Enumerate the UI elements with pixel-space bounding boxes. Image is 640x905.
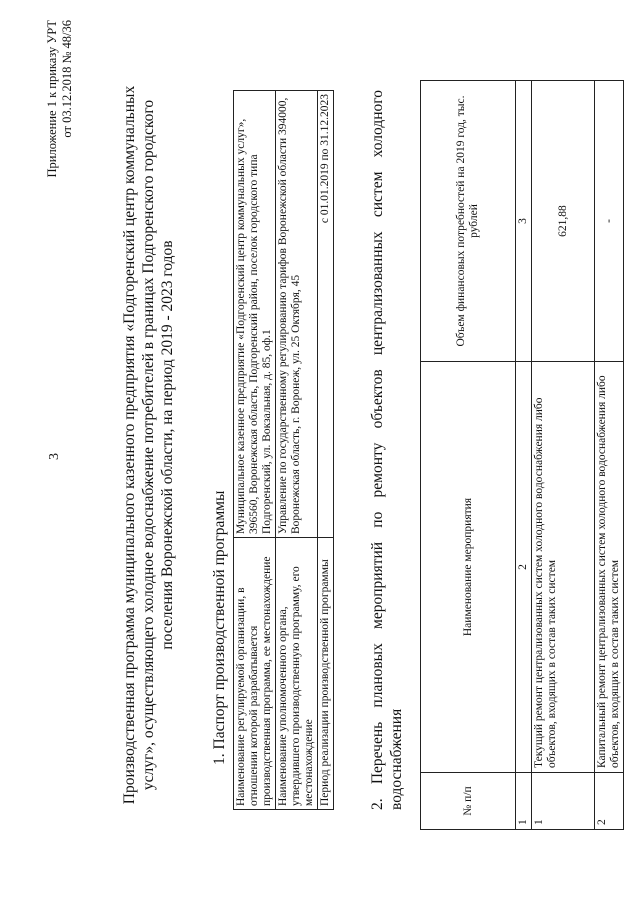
index-cell: 2 <box>516 362 532 773</box>
index-cell: 3 <box>516 81 532 362</box>
table-index-row <box>516 81 532 830</box>
section-2-heading: 2. Перечень плановых мероприятий по ремонту объектов централизованных систем холодного водоснабжения <box>369 90 405 810</box>
index-cell: 1 <box>516 773 532 830</box>
passport-label: Наименование уполномоченного органа, утвердившего производственную программу, его местонахождение <box>276 538 318 810</box>
header-financial-volume: Объем финансовых потребностей на 2019 год, тыс. рублей <box>421 81 516 362</box>
header-number: № п/п <box>421 773 516 830</box>
row-measure-name: Текущий ремонт централизованных систем холодного водоснабжения либо объектов, входящих в состав таких систем <box>532 362 595 773</box>
table-row <box>276 91 318 810</box>
row-measure-name: Капитальный ремонт централизованных систем холодного водоснабжения либо объектов, входящих в состав таких систем <box>595 362 624 773</box>
section-1-heading: 1. Паспорт производственной программы <box>211 490 228 765</box>
table-row <box>595 81 624 830</box>
passport-value: Управление по государственному регулированию тарифов Воронежской области 394000, Воронежская область, г. Воронеж, ул. 25 Октября, 45 <box>276 91 318 538</box>
table-header-row <box>421 81 516 830</box>
appendix-note <box>45 20 75 220</box>
passport-table <box>233 90 334 810</box>
table-row <box>532 81 595 830</box>
row-number: 2 <box>595 773 624 830</box>
passport-label: Период реализации производственной программы <box>318 538 334 810</box>
header-measure-name: Наименование мероприятия <box>421 362 516 773</box>
passport-value: с 01.01.2019 по 31.12.2023 <box>318 91 334 538</box>
row-number: 1 <box>532 773 595 830</box>
row-value: - <box>595 81 624 362</box>
passport-value: Муниципальное казенное предприятие «Подгоренский центр коммунальных услуг», 396560, Воронежская область, Подгоренский район, поселок городского типа Подгоренский, ул. Вокзальная, д. 85, оф.1 <box>234 91 276 538</box>
appendix-line-2: от 03.12.2018 № 48/36 <box>60 20 74 138</box>
table-row <box>318 91 334 810</box>
page-number: 3 <box>47 453 62 460</box>
row-value: 621,88 <box>532 81 595 362</box>
document-title: Производственная программа муниципального казенного предприятия «Подгоренский центр коммунальных услуг», осуществляющего холодное водоснабжение потребителей в границах Подгоренского городского поселения Воронежской области, на период 2019 - 2023 годов <box>121 85 176 805</box>
passport-label: Наименование регулируемой организации, в отношении которой разрабатывается производственная программа, ее местонахождение <box>234 538 276 810</box>
table-row <box>234 91 276 810</box>
repair-measures-table <box>420 80 624 830</box>
appendix-line-1: Приложение 1 к приказу УРТ <box>45 20 59 178</box>
